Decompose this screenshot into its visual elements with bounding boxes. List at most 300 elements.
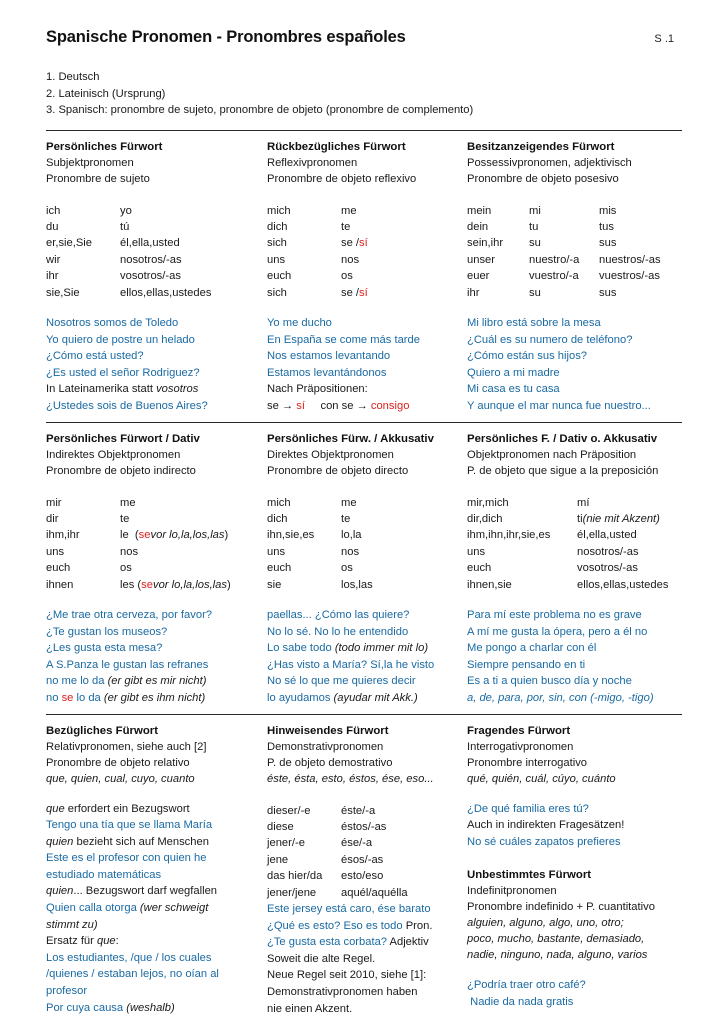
cell-es: nos [341, 544, 359, 560]
heading-spanish: P. de objeto demostrativo [267, 755, 461, 771]
section-2 [46, 423, 682, 707]
cell-de: euch [267, 560, 341, 576]
note-line: Demonstrativpronomen haben [267, 984, 461, 1001]
cell-es: os [120, 560, 132, 576]
cell-de: das hier/da [267, 868, 341, 884]
heading-spanish: P. de objeto que sigue a la preposición [467, 463, 676, 479]
example-line: Los estudiantes, /que / los cuales [46, 950, 261, 967]
table-row [46, 219, 261, 235]
example-gloss: (er gibt es mir nicht) [108, 675, 207, 687]
example-gloss: (er gibt es ihm nicht) [104, 692, 205, 704]
table-row [267, 495, 461, 511]
example-line: No sé lo que me quieres decir [267, 673, 461, 690]
paren-italic: vor lo,la,los,las [151, 527, 225, 543]
note-line-italic: stimmt zu) [46, 917, 261, 934]
heading-german: Persönliches Fürwort [46, 139, 261, 155]
example-line: estudiado matemáticas [46, 867, 261, 884]
heading-german: Rückbezügliches Fürwort [267, 139, 461, 155]
note-text: erfordert ein Bezugswort [65, 803, 190, 815]
cell-es-plural: sus [599, 285, 616, 301]
table-row [467, 560, 676, 576]
table-row [267, 252, 461, 268]
cell-de: mir [46, 495, 120, 511]
heading-latin: Indefinitpronomen [467, 883, 676, 899]
cell-es: ésos/-as [341, 852, 383, 868]
example-line: profesor [46, 983, 261, 1000]
section-1-col-reflexive [267, 131, 467, 415]
table-row [267, 835, 461, 851]
table-row [267, 285, 461, 301]
heading-forms-1: alguien, alguno, algo, uno, otro; [467, 915, 676, 931]
example-line: En España se come más tarde [267, 332, 461, 349]
example-text: ¿Qué es esto? Eso es todo [267, 920, 406, 932]
heading-latin: Direktes Objektpronomen [267, 447, 461, 463]
cell-es: se / [341, 285, 359, 301]
cell-de: jener/jene [267, 885, 341, 901]
heading-spanish: Pronombre de objeto indirecto [46, 463, 261, 479]
cell-es: los,las [341, 577, 373, 593]
example-text: lo ayudamos [267, 692, 334, 704]
cell-es: mí [577, 495, 589, 511]
table-row [467, 577, 676, 593]
preposition-label: Nach Präpositionen: [267, 381, 461, 398]
example-line: Nosotros somos de Toledo [46, 315, 261, 332]
table-row [46, 560, 261, 576]
block-heading [467, 139, 676, 187]
table-row [467, 235, 676, 251]
block-heading-indefinite [467, 867, 676, 963]
section-1 [46, 131, 682, 415]
note-line [46, 834, 261, 851]
rule-1-accent: sí [296, 400, 305, 412]
cell-de: wir [46, 252, 120, 268]
example-line [46, 900, 261, 917]
heading-spanish: Pronombre de objeto directo [267, 463, 461, 479]
rule-1-pre: se → [267, 400, 296, 412]
cell-es: ése/-a [341, 835, 372, 851]
example-line: Para mí este problema no es grave [467, 607, 676, 624]
note-text: bezieht sich auf Menschen [73, 836, 209, 848]
example-line [267, 690, 461, 707]
example-line: ¿Has visto a María? Sí,la he visto [267, 657, 461, 674]
example-line: Me pongo a charlar con él [467, 640, 676, 657]
table-row [467, 252, 676, 268]
heading-spanish: Pronombre de objeto reflexivo [267, 171, 461, 187]
note-italic: quien [46, 836, 73, 848]
table-row [46, 235, 261, 251]
example-line-italic: a, de, para, por, sin, con (-migo, -tigo) [467, 690, 676, 707]
cell-es: me [341, 203, 357, 219]
notes-list [46, 801, 261, 1017]
example-line: Tengo una tía que se llama María [46, 817, 261, 834]
cell-es: me [120, 495, 136, 511]
cell-es: se / [341, 235, 359, 251]
cell-es-accent: sí [359, 285, 368, 301]
paradigm-table [267, 203, 461, 301]
example-line: Quiero a mi madre [467, 365, 676, 382]
example-list [46, 315, 261, 415]
example-line: Este jersey está caro, ése barato [267, 901, 461, 918]
note-line [46, 883, 261, 900]
paren-accent: se [141, 577, 153, 593]
example-line [46, 690, 261, 707]
table-row [267, 803, 461, 819]
note-text: In Lateinamerika statt [46, 383, 156, 395]
table-row [46, 544, 261, 560]
example-text: no [46, 692, 62, 704]
page-title: Spanische Pronomen - Pronombres españoles [46, 28, 406, 47]
cell-de: euer [467, 268, 529, 284]
example-line: Yo me ducho [267, 315, 461, 332]
cell-de: sein,ihr [467, 235, 529, 251]
example-list [267, 607, 461, 707]
note-italic: que [46, 803, 65, 815]
table-row [267, 511, 461, 527]
legend-item-3: 3. Spanisch: pronombre de sujeto, pronombre de objeto (pronombre de complemento) [46, 102, 682, 119]
cell-de: sie [267, 577, 341, 593]
example-line [267, 934, 461, 951]
cell-de: dir [46, 511, 120, 527]
section-2-col-accusative [267, 423, 467, 707]
table-row [267, 852, 461, 868]
example-line: Estamos levantándonos [267, 365, 461, 382]
heading-german: Hinweisendes Fürwort [267, 723, 461, 739]
note-line: nie einen Akzent. [267, 1001, 461, 1017]
cell-es-singular: tu [529, 219, 599, 235]
note-line: Neue Regel seit 2010, siehe [1]: [267, 967, 461, 984]
example-line [46, 673, 261, 690]
paren-accent: se [139, 527, 151, 543]
paradigm-table [46, 203, 261, 301]
block-heading [46, 431, 261, 479]
note-line [46, 933, 261, 950]
legend-list [46, 69, 682, 119]
example-line: Yo quiero de postre un helado [46, 332, 261, 349]
cell-es-gloss: (nie mit Akzent) [583, 511, 660, 527]
example-text: no me lo da [46, 675, 108, 687]
cell-de: ihn,sie,es [267, 527, 341, 543]
example-line: ¿Podría traer otro café? [467, 977, 676, 994]
heading-forms: qué, quién, cuál, cúyo, cuánto [467, 771, 676, 787]
cell-es: vosotros/-as [120, 268, 181, 284]
note-line [46, 801, 261, 818]
table-row [267, 235, 461, 251]
table-row [46, 203, 261, 219]
cell-es: yo [120, 203, 132, 219]
table-row [267, 577, 461, 593]
example-line: /quienes / estaban lejos, no oían al [46, 966, 261, 983]
cell-es-plural: sus [599, 235, 616, 251]
cell-es: me [341, 495, 357, 511]
heading-german: Fragendes Fürwort [467, 723, 676, 739]
table-row [467, 544, 676, 560]
section-3-col-interrogative [467, 715, 682, 1017]
example-line [267, 918, 461, 935]
paradigm-table [46, 495, 261, 593]
block-heading [467, 431, 676, 479]
heading-latin: Demonstrativpronomen [267, 739, 461, 755]
table-row [46, 252, 261, 268]
note-line [46, 381, 261, 398]
cell-de: dein [467, 219, 529, 235]
cell-de: uns [267, 544, 341, 560]
section-1-col-possessive [467, 131, 682, 415]
table-row [467, 285, 676, 301]
cell-es: vosotros/-as [577, 560, 638, 576]
heading-german: Unbestimmtes Fürwort [467, 867, 676, 883]
cell-es-singular: vuestro/-a [529, 268, 599, 284]
example-line: ¿Cómo están sus hijos? [467, 348, 676, 365]
cell-es: te [341, 511, 350, 527]
heading-forms-2: poco, mucho, bastante, demasiado, [467, 931, 676, 947]
rule-2-pre: con se → [320, 400, 370, 412]
cell-de: mein [467, 203, 529, 219]
table-row [46, 577, 261, 593]
example-line: Nos estamos levantando [267, 348, 461, 365]
cell-es: os [341, 268, 353, 284]
heading-german: Persönliches F. / Dativ o. Akkusativ [467, 431, 676, 447]
heading-spanish: Pronombre interrogativo [467, 755, 676, 771]
note-italic: vosotros [156, 383, 198, 395]
heading-german: Persönliches Fürwort / Dativ [46, 431, 261, 447]
legend-item-2: 2. Lateinisch (Ursprung) [46, 86, 682, 103]
rule-2-accent: consigo [371, 400, 410, 412]
block-heading [46, 139, 261, 187]
cell-es-singular: nuestro/-a [529, 252, 599, 268]
table-row [267, 868, 461, 884]
example-line: Mi libro está sobre la mesa [467, 315, 676, 332]
block-heading [267, 723, 461, 787]
table-row [46, 495, 261, 511]
table-row [46, 511, 261, 527]
note-text-2: : [116, 935, 119, 947]
cell-de: ich [46, 203, 120, 219]
cell-es: os [341, 560, 353, 576]
heading-german: Persönliches Fürw. / Akkusativ [267, 431, 461, 447]
table-row [267, 885, 461, 901]
cell-es-singular: su [529, 285, 599, 301]
table-row [267, 268, 461, 284]
cell-es: éstos/-as [341, 819, 386, 835]
cell-es: nos [341, 252, 359, 268]
legend-item-1: 1. Deutsch [46, 69, 682, 86]
cell-es: aquél/aquélla [341, 885, 408, 901]
example-gloss: (wer schweigt [140, 902, 208, 914]
cell-de: unser [467, 252, 529, 268]
cell-de: dich [267, 511, 341, 527]
example-list [267, 315, 461, 415]
example-text: Quien calla otorga [46, 902, 140, 914]
example-line: Es a ti a quien busco día y noche [467, 673, 676, 690]
heading-latin: Subjektpronomen [46, 155, 261, 171]
cell-de: ihm,ihr [46, 527, 120, 543]
table-row [467, 527, 676, 543]
cell-es: nosotros/-as [577, 544, 639, 560]
cell-de: ihr [46, 268, 120, 284]
cell-de: euch [267, 268, 341, 284]
heading-spanish: Pronombre de objeto relativo [46, 755, 261, 771]
note-text: ... Bezugswort darf wegfallen [73, 885, 217, 897]
heading-forms: que, quien, cual, cuyo, cuanto [46, 771, 261, 787]
example-gloss: (weshalb) [126, 1002, 175, 1014]
cell-es-plural: mis [599, 203, 616, 219]
table-row [267, 527, 461, 543]
table-row [267, 819, 461, 835]
example-text: Por cuya causa [46, 1002, 126, 1014]
cell-es: tú [120, 219, 129, 235]
example-gloss: (ayudar mit Akk.) [334, 692, 418, 704]
table-row [267, 219, 461, 235]
example-line: Nadie da nada gratis [467, 994, 676, 1011]
cell-de: mich [267, 495, 341, 511]
paren-italic: vor lo,la,los,las [153, 577, 227, 593]
cell-de: du [46, 219, 120, 235]
cell-es: te [120, 511, 129, 527]
heading-forms-3: nadie, ninguno, nada, alguno, varios [467, 947, 676, 963]
example-line: ¿Me trae otra cerveza, por favor? [46, 607, 261, 624]
cell-de: ihm,ihn,ihr,sie,es [467, 527, 577, 543]
example-line: ¿Cuál es su numero de teléfono? [467, 332, 676, 349]
cell-es-plural: tus [599, 219, 614, 235]
example-line: No lo sé. No lo he entendido [267, 624, 461, 641]
note-italic: que [97, 935, 116, 947]
cell-de: dir,dich [467, 511, 577, 527]
heading-spanish: Pronombre de sujeto [46, 171, 261, 187]
heading-forms: éste, ésta, esto, éstos, ése, eso... [267, 771, 461, 787]
cell-de: jener/-e [267, 835, 341, 851]
paren-open: ( [129, 527, 139, 543]
table-row [467, 511, 676, 527]
cell-es-singular: su [529, 235, 599, 251]
section-3-col-demonstrative [267, 715, 467, 1017]
example-list [467, 315, 676, 415]
example-accent: se [62, 692, 74, 704]
example-line [46, 1000, 261, 1017]
cell-es: ellos,ellas,ustedes [120, 285, 211, 301]
example-line: A S.Panza le gustan las refranes [46, 657, 261, 674]
table-row [46, 285, 261, 301]
cell-de: dich [267, 219, 341, 235]
cell-de: jene [267, 852, 341, 868]
notes-list [467, 801, 676, 851]
cell-es: él,ella,usted [577, 527, 637, 543]
table-row [267, 544, 461, 560]
cell-es: esto/eso [341, 868, 383, 884]
cell-es-accent: sí [359, 235, 368, 251]
cell-de: uns [467, 544, 577, 560]
heading-latin: Objektpronomen nach Präposition [467, 447, 676, 463]
cell-es: ti [577, 511, 583, 527]
block-heading [267, 431, 461, 479]
section-1-col-subject [46, 131, 267, 415]
example-line: paellas... ¿Cómo las quiere? [267, 607, 461, 624]
cell-es: ellos,ellas,ustedes [577, 577, 668, 593]
example-text: Lo sabe todo [267, 642, 335, 654]
example-line: ¿Es usted el señor Rodriguez? [46, 365, 261, 382]
paradigm-table [467, 495, 676, 593]
example-line [267, 640, 461, 657]
example-line: Este es el profesor con quien he [46, 850, 261, 867]
cell-es-singular: mi [529, 203, 599, 219]
block-heading [467, 723, 676, 787]
heading-german: Bezügliches Fürwort [46, 723, 261, 739]
cell-de: uns [267, 252, 341, 268]
cell-es: nos [120, 544, 138, 560]
heading-latin: Indirektes Objektpronomen [46, 447, 261, 463]
table-row [467, 219, 676, 235]
heading-german: Besitzanzeigendes Fürwort [467, 139, 676, 155]
table-row [267, 560, 461, 576]
example-line: Y aunque el mar nunca fue nuestro... [467, 398, 676, 415]
heading-latin: Possessivpronomen, adjektivisch [467, 155, 676, 171]
cell-es: le [120, 527, 129, 543]
paradigm-table [267, 803, 461, 901]
note-italic: quien [46, 885, 73, 897]
cell-de: euch [467, 560, 577, 576]
example-gloss: (todo immer mit lo) [335, 642, 428, 654]
heading-spanish: Pronombre indefinido + P. cuantitativo [467, 899, 676, 915]
example-line: ¿Les gusta esta mesa? [46, 640, 261, 657]
cell-es-plural: nuestros/-as [599, 252, 661, 268]
example-list [467, 607, 676, 707]
paradigm-table [267, 495, 461, 593]
example-line: Mi casa es tu casa [467, 381, 676, 398]
cell-de: sich [267, 285, 341, 301]
example-text: ¿Te gusta esta corbata? [267, 936, 390, 948]
table-row [467, 495, 676, 511]
cell-de: dieser/-e [267, 803, 341, 819]
cell-de: er,sie,Sie [46, 235, 120, 251]
note-line: Soweit die alte Regel. [267, 951, 461, 968]
example-line: A mí me gusta la ópera, pero a él no [467, 624, 676, 641]
cell-es: nosotros/-as [120, 252, 182, 268]
cell-de: uns [46, 544, 120, 560]
example-text-2: lo da [73, 692, 103, 704]
section-2-col-prepositional [467, 423, 682, 707]
spacer [305, 400, 321, 412]
cell-de: ihnen [46, 577, 120, 593]
paradigm-table [467, 203, 676, 301]
block-heading [267, 139, 461, 187]
paren-close: ) [225, 527, 229, 543]
section-3-col-relative [46, 715, 267, 1017]
cell-es: les [120, 577, 134, 593]
cell-es: te [341, 219, 350, 235]
example-line: ¿De qué familia eres tú? [467, 801, 676, 818]
cell-de: ihr [467, 285, 529, 301]
cell-de: diese [267, 819, 341, 835]
cell-de: ihnen,sie [467, 577, 577, 593]
block-heading [46, 723, 261, 787]
example-line: ¿Ustedes sois de Buenos Aires? [46, 398, 261, 415]
cell-de: sie,Sie [46, 285, 120, 301]
example-line: ¿Te gustan los museos? [46, 624, 261, 641]
paren-open: ( [134, 577, 141, 593]
paren-close: ) [227, 577, 231, 593]
cell-de: euch [46, 560, 120, 576]
example-line: ¿Cómo está usted? [46, 348, 261, 365]
table-row [467, 203, 676, 219]
example-list [46, 607, 261, 707]
page-number: S .1 [654, 33, 682, 45]
example-line: No sé cuáles zapatos prefieres [467, 834, 676, 851]
cell-es-plural: vuestros/-as [599, 268, 660, 284]
section-3 [46, 715, 682, 1017]
table-row [267, 203, 461, 219]
cell-es: lo,la [341, 527, 362, 543]
table-row [467, 268, 676, 284]
table-row [46, 268, 261, 284]
